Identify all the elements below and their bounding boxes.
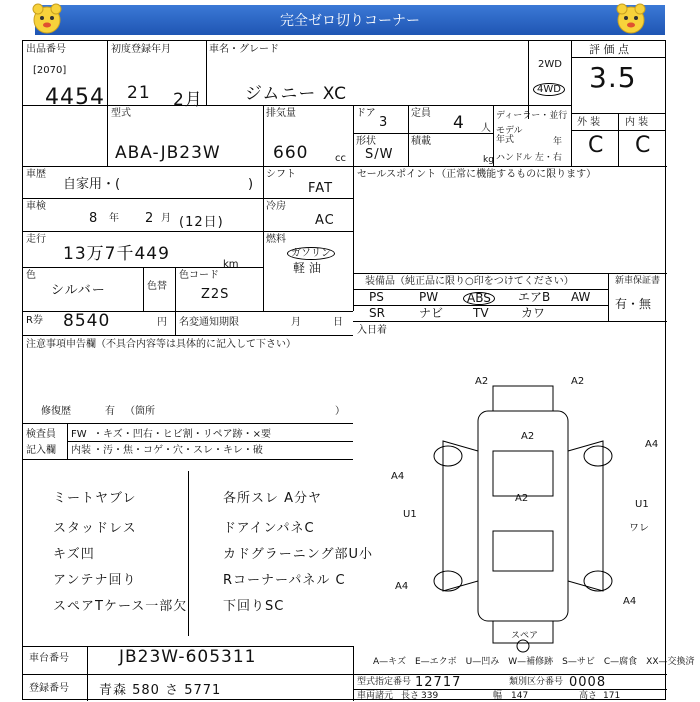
diagram-mark-9: U1 xyxy=(635,499,649,510)
equipment-item-tv: TV xyxy=(473,306,489,320)
inspector-fw-items: ・キズ・凹右・ヒビ割・リペア跡・×要 xyxy=(93,429,271,440)
shift-label: シフト xyxy=(266,169,296,180)
usage-label: 車歴 xyxy=(26,169,46,180)
comment-left-2: スタッドレス xyxy=(53,521,137,536)
name-change-day: 日 xyxy=(333,317,343,328)
diagram-mark-8: U1 xyxy=(403,509,417,520)
load-unit: kg xyxy=(483,155,494,165)
shape-value: S/W xyxy=(365,147,394,162)
comment-left-5: スペアTケース一部欠 xyxy=(53,599,188,614)
color-value: シルバー xyxy=(51,283,106,298)
repair-value: 有 xyxy=(105,406,115,417)
model-label: 型式 xyxy=(111,108,131,119)
dealer-model-year: モデル年式 xyxy=(496,126,523,145)
register-value: 青森 580 さ 5771 xyxy=(99,683,222,698)
inspection-month-unit: 月 xyxy=(161,213,171,224)
dims-height: 171 xyxy=(603,691,621,701)
arrival-label: 入日着 xyxy=(357,325,387,336)
shift-value: FAT xyxy=(308,181,334,196)
equipment-label: 装備品（純正品に限り○印をつけてください） xyxy=(365,276,574,287)
color-code-label: 色コード xyxy=(179,270,219,281)
car-diagram xyxy=(383,371,663,656)
diagram-mark-5: A4 xyxy=(645,439,659,450)
mileage-unit: km xyxy=(223,259,239,270)
register-label: 登録番号 xyxy=(29,683,69,694)
inspector-fw-label: FW xyxy=(71,429,87,440)
name-change-month: 月 xyxy=(291,317,301,328)
inspection-year: 8 xyxy=(89,211,99,226)
diagram-mark-11: ワレ xyxy=(629,523,649,534)
legend: A—キズ E—エクボ U—凹み W—補修跡 S—サビ C—腐食 XX—交換済 xyxy=(373,657,695,667)
repair-close: ） xyxy=(335,406,345,417)
shape-label: 形状 xyxy=(356,136,376,147)
equipment-item-sr: SR xyxy=(369,306,385,320)
seats-label: 定員 xyxy=(411,108,431,119)
first-reg-label: 初度登録年月 xyxy=(111,44,171,55)
auction-sheet xyxy=(22,40,695,701)
doors-value: 3 xyxy=(379,115,389,130)
recycle-value: 8540 xyxy=(63,311,111,331)
dims-length-label: 長さ xyxy=(401,691,420,701)
comment-right-4: Rコーナーパネル C xyxy=(223,573,346,588)
equipment-warranty-value: 有・無 xyxy=(615,297,652,311)
comment-right-3: カドグラーニング部U小 xyxy=(223,547,373,562)
inspector-label-1: 検査員 xyxy=(26,429,56,440)
equipment-item-leather: カワ xyxy=(521,306,546,320)
inspection-label: 車検 xyxy=(26,201,46,212)
displacement-unit: cc xyxy=(335,153,346,164)
displacement-label: 排気量 xyxy=(266,108,296,119)
inspection-day: (12日) xyxy=(179,215,224,230)
equipment-warranty-label: 新車保証書 xyxy=(615,276,661,286)
dealer-label: ディーラー・並行 xyxy=(496,111,568,121)
chassis-value: JB23W-605311 xyxy=(119,647,257,667)
dims-length: 339 xyxy=(421,691,439,701)
banner xyxy=(35,5,665,35)
type-spec-class-value: 0008 xyxy=(569,675,607,690)
fuel-diesel: 軽 油 xyxy=(293,261,321,275)
inspector-label-2: 記入欄 xyxy=(26,445,56,456)
type-spec-label: 型式指定番号 xyxy=(357,677,412,687)
dealer-handle: ハンドル 左・右 xyxy=(496,153,562,163)
first-reg-year: 21 xyxy=(127,83,151,103)
dims-width-label: 幅 xyxy=(493,691,503,701)
equipment-item-abs: ABS xyxy=(463,292,495,305)
car-name-label: 車名・グレード xyxy=(209,44,279,55)
diagram-mark-3: A2 xyxy=(521,431,535,442)
doors-label: ドア xyxy=(356,108,376,119)
lot-sub: [2070] xyxy=(33,65,67,76)
equipment-item-ps: PS xyxy=(369,290,384,304)
lot-label: 出品番号 xyxy=(26,44,66,55)
lot-number: 4454 xyxy=(45,85,105,110)
score-int-label: 内 装 xyxy=(625,117,649,128)
sales-point-label: セールスポイント（正常に機能するものに限ります） xyxy=(357,169,597,180)
fuel-gas: ガソリン xyxy=(287,247,335,260)
score-label: 評 価 点 xyxy=(589,43,629,56)
equipment-item-aw: AW xyxy=(571,290,591,304)
diagram-mark-4: A2 xyxy=(515,493,529,504)
inspection-year-unit: 年 xyxy=(109,213,119,224)
score-int: C xyxy=(635,133,652,158)
recycle-unit: 円 xyxy=(157,317,167,328)
dealer-year-unit: 年 xyxy=(553,137,563,147)
mileage-value: 13万7千449 xyxy=(63,244,170,264)
first-reg-month: 2月 xyxy=(173,90,203,110)
diagram-mark-6: A4 xyxy=(391,471,405,482)
color-code: Z2S xyxy=(201,287,230,302)
comment-left-4: アンテナ回り xyxy=(53,573,137,588)
notes-label: 注意事項申告欄（不具合内容等は具体的に記入して下さい） xyxy=(26,339,296,350)
diagram-mark-2: A2 xyxy=(571,376,585,387)
equipment-item-navi: ナビ xyxy=(419,306,444,320)
score-ext: C xyxy=(588,133,605,158)
inspector-int-items: ・汚・焦・コゲ・穴・スレ・キレ・破 xyxy=(93,445,263,456)
diagram-mark-12: スペア xyxy=(511,631,539,641)
load-label: 積載 xyxy=(411,136,431,147)
chassis-label: 車台番号 xyxy=(29,653,69,664)
usage-close: ) xyxy=(248,177,254,192)
dims-label: 車両諸元 xyxy=(357,691,394,701)
score-ext-label: 外 装 xyxy=(577,117,601,128)
ac-label: 冷房 xyxy=(266,201,286,212)
seats-value: 4 xyxy=(453,113,465,133)
diagram-mark-10: A4 xyxy=(623,596,637,607)
usage-value: 自家用・( xyxy=(63,177,121,192)
repair-parts: （箇所 xyxy=(125,406,155,417)
drive-2wd: 2WD xyxy=(538,59,562,70)
comment-left-3: キズ凹 xyxy=(53,547,95,562)
mascot-left-icon xyxy=(30,2,64,36)
diagram-mark-7: A4 xyxy=(395,581,409,592)
diagram-mark-1: A2 xyxy=(475,376,489,387)
seats-unit: 人 xyxy=(481,123,491,134)
mileage-label: 走行 xyxy=(26,234,46,245)
model-value: ABA-JB23W xyxy=(115,143,221,163)
type-spec-class-label: 類別区分番号 xyxy=(509,677,564,687)
comment-left-1: ミートヤブレ xyxy=(53,491,137,506)
ac-value: AC xyxy=(315,213,335,228)
inspector-int-label: 内装 xyxy=(71,445,91,456)
displacement-value: 660 xyxy=(273,143,309,163)
dims-width: 147 xyxy=(511,691,529,701)
repair-label: 修復歴 xyxy=(41,406,71,417)
mascot-right-icon xyxy=(614,2,648,36)
drive-4wd: 4WD xyxy=(533,83,565,96)
score-value: 3.5 xyxy=(589,61,637,94)
equipment-item-airbag: エアB xyxy=(518,290,551,304)
car-name-value: ジムニー XC xyxy=(245,84,348,104)
dims-height-label: 高さ xyxy=(579,691,598,701)
equipment-item-pw: PW xyxy=(419,290,439,304)
comment-right-1: 各所スレ A分ヤ xyxy=(223,491,323,506)
comment-right-2: ドアインパネC xyxy=(223,521,315,536)
inspection-month: 2 xyxy=(145,211,155,226)
comment-right-5: 下回りSC xyxy=(223,599,285,614)
fuel-label: 燃料 xyxy=(266,234,286,245)
name-change-label: 名変通知期限 xyxy=(179,317,239,328)
color-label: 色 xyxy=(26,270,36,281)
recycle-label: R券 xyxy=(26,315,43,326)
color-sub-label: 色替 xyxy=(147,281,167,292)
type-spec-value: 12717 xyxy=(415,675,462,690)
banner-title: 完全ゼロ切りコーナー xyxy=(280,13,420,29)
